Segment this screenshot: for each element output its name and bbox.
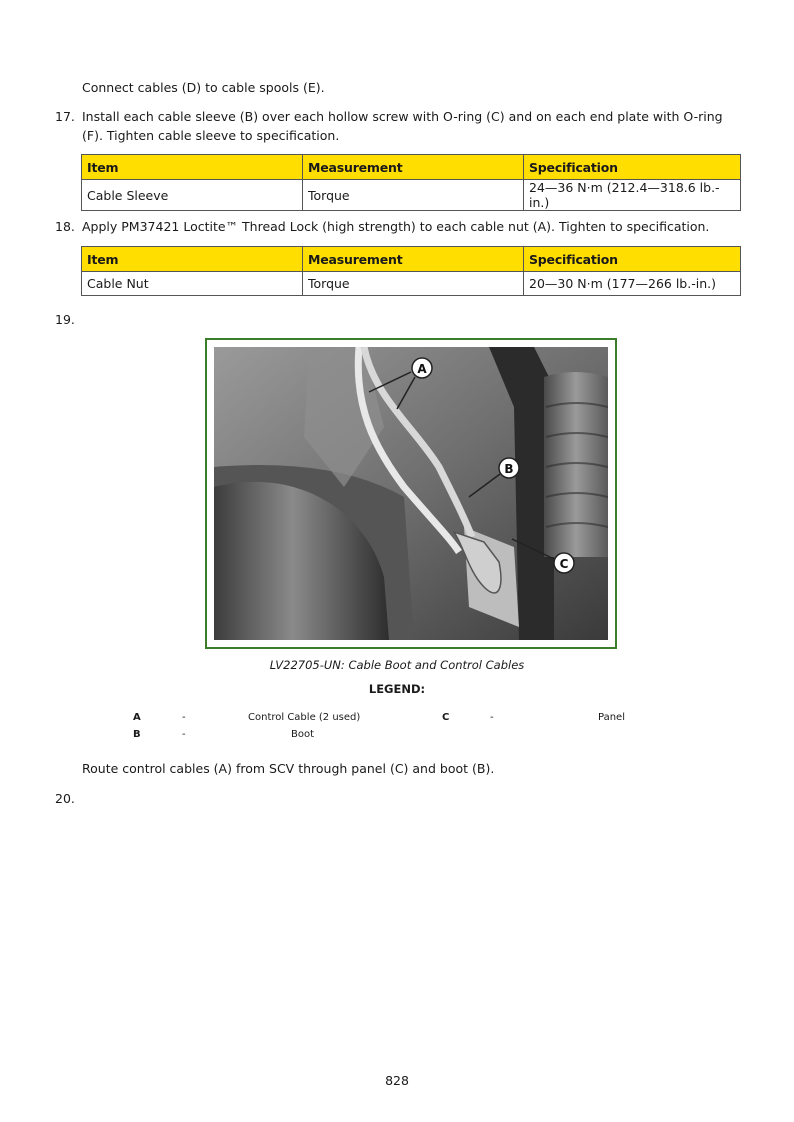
figure-frame [205,338,617,649]
step-18-text: Apply PM37421 Loctite™ Thread Lock (high strength) to each cable nut (A). Tighten to specification. [82,219,710,234]
table-cell-item: Cable Nut [82,272,303,296]
legend-label-a: Control Cable (2 used) [248,712,361,723]
legend-dash-b: - [182,729,186,740]
cable-nut-spec-table [81,246,741,296]
table-cell-item: Cable Sleeve [82,180,303,211]
legend-dash-c: - [490,712,494,723]
legend-letter-a: A [133,712,141,723]
table-header-row [82,155,741,180]
step-17-text: Install each cable sleeve (B) over each hollow screw with O-ring (C) and on each end plate with O-ring (F). Tighten cable sleeve to specification. [82,109,723,143]
step-18-number: 18. [55,219,75,234]
figure-caption: LV22705-UN: Cable Boot and Control Cables [269,658,525,672]
cable-sleeve-spec-table [81,154,741,211]
table-header-specification: Specification [524,247,741,272]
table-header-item: Item [82,247,303,272]
table-header-measurement: Measurement [303,247,524,272]
page-number: 828 [385,1073,409,1088]
callout-a-label: A [417,362,427,376]
step-17-number: 17. [55,109,75,124]
table-header-row [82,247,741,272]
callout-b-label: B [504,462,514,476]
table-row [82,180,741,211]
step-20-number: 20. [55,791,75,806]
legend-letter-c: C [442,712,450,723]
legend-title: LEGEND: [368,682,426,696]
step-19-number: 19. [55,312,75,327]
legend-label-c: Panel [598,712,625,723]
table-row [82,272,741,296]
intro-text: Connect cables (D) to cable spools (E). [82,80,325,95]
table-header-measurement: Measurement [303,155,524,180]
table-cell-measurement: Torque [303,272,524,296]
legend-letter-b: B [133,729,141,740]
step-19-text: Route control cables (A) from SCV through panel (C) and boot (B). [82,761,495,776]
table-cell-measurement: Torque [303,180,524,211]
table-header-specification: Specification [524,155,741,180]
legend-label-b: Boot [291,729,315,740]
legend-dash-a: - [182,712,186,723]
table-cell-specification: 20—30 N·m (177—266 lb.-in.) [524,272,741,296]
table-cell-specification: 24—36 N·m (212.4—318.6 lb.-in.) [524,180,741,211]
cable-boot-illustration [214,347,608,640]
callout-c-label: C [559,557,569,571]
table-header-item: Item [82,155,303,180]
